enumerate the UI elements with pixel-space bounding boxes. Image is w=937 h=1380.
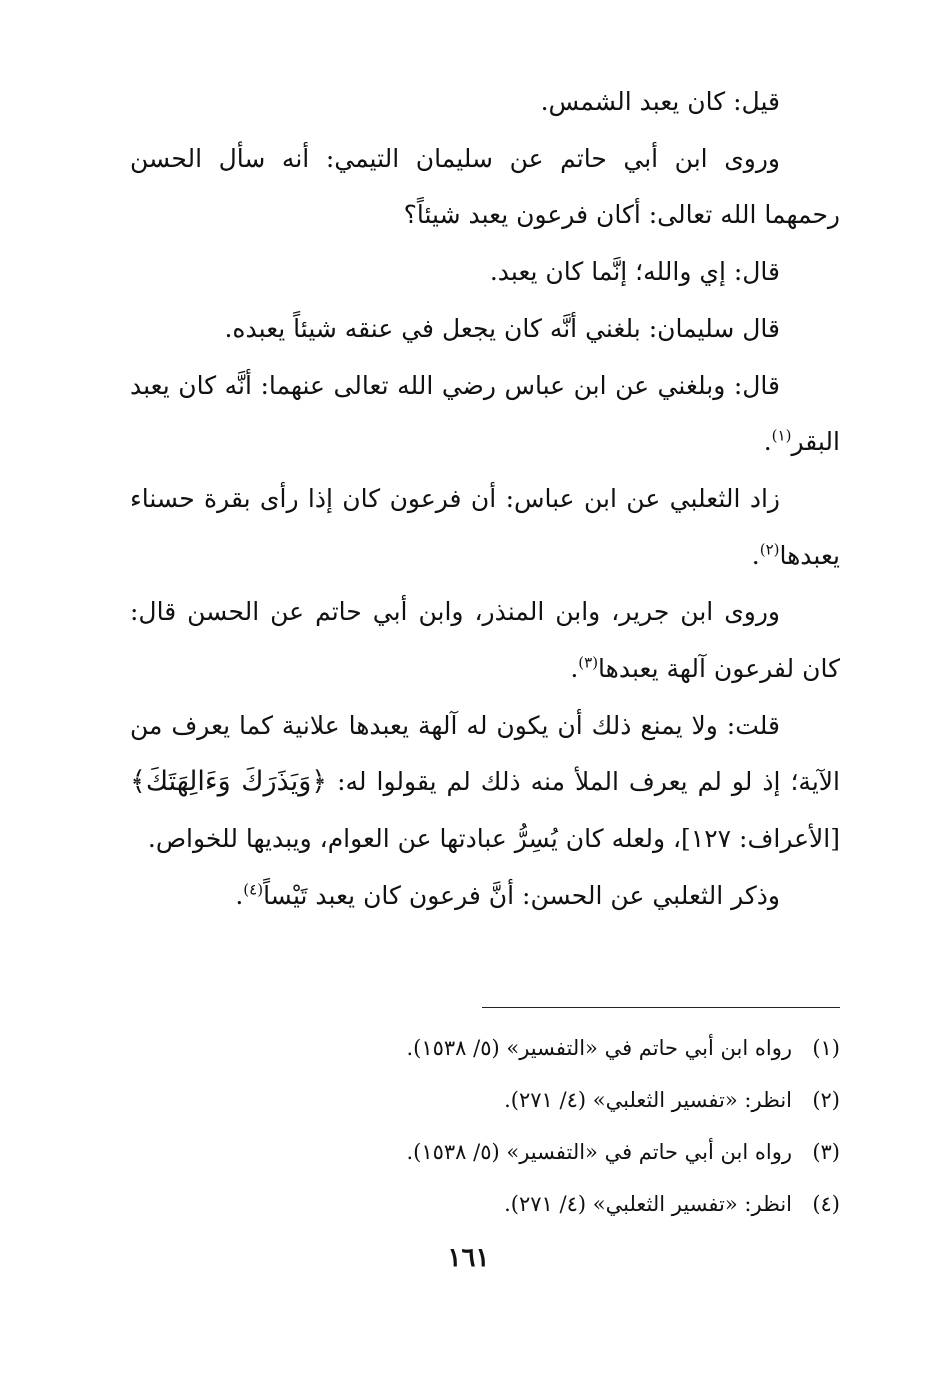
footnote-item — [130, 1126, 840, 1178]
paragraph-text: وروى ابن أبي حاتم عن سليمان التيمي: أنه سأل الحسن رحمهما الله تعالى: أكان فرعون يعبد شيئاً؟ — [130, 143, 840, 230]
punctuation: . — [570, 654, 579, 684]
paragraph — [130, 131, 840, 244]
footnote-ref[interactable]: (٣) — [578, 653, 599, 672]
paragraph-text: قال: إي والله؛ إنَّما كان يعبد. — [489, 257, 780, 287]
main-text — [130, 74, 840, 925]
footnote-item — [130, 1178, 840, 1230]
footnote-ref[interactable]: (١) — [771, 426, 792, 445]
paragraph — [130, 698, 840, 868]
footnote-text: رواه ابن أبي حاتم في «التفسير» (٥/ ١٥٣٨). — [406, 1036, 792, 1060]
paragraph-text: قال: وبلغني عن ابن عباس رضي الله تعالى عنهما: أنَّه كان يعبد البقر — [130, 370, 840, 457]
footnote-item — [130, 1074, 840, 1126]
footnote-text: انظر: «تفسير الثعلبي» (٤/ ٢٧١). — [504, 1192, 792, 1216]
punctuation: . — [763, 427, 772, 457]
footnote-number: (١) — [812, 1036, 840, 1060]
footnote-number: (٢) — [812, 1088, 840, 1112]
paragraph-text: وذكر الثعلبي عن الحسن: أنَّ فرعون كان يعبد تَيْساً — [263, 880, 780, 910]
footnote-number: (٣) — [812, 1140, 840, 1164]
footnotes — [130, 1022, 840, 1230]
paragraph-text: قلت: ولا يمنع ذلك أن يكون له آلهة يعبدها علانية كما يعرف من الآية؛ إذ لو لم يعرف الملأ منه ذلك لم يقولوا له: — [130, 710, 840, 797]
page-number: ١٦١ — [447, 1243, 490, 1273]
paragraph-text: قال سليمان: بلغني أنَّه كان يجعل في عنقه شيئاً يعبده. — [224, 313, 780, 343]
footnote-text: انظر: «تفسير الثعلبي» (٤/ ٢٧١). — [504, 1088, 792, 1112]
footnote-ref[interactable]: (٤) — [243, 880, 264, 899]
paragraph — [130, 868, 840, 925]
footnote-text: رواه ابن أبي حاتم في «التفسير» (٥/ ١٥٣٨). — [406, 1140, 792, 1164]
paragraph — [130, 584, 840, 697]
footnote-separator — [482, 1007, 840, 1008]
footnote-number: (٤) — [812, 1192, 840, 1216]
paragraph-text: زاد الثعلبي عن ابن عباس: أن فرعون كان إذا رأى بقرة حسناء يعبدها — [130, 483, 840, 570]
paragraph — [130, 244, 840, 301]
quran-quote: ﴿وَيَذَرَكَ وَءَالِهَتَكَ﴾ — [130, 766, 328, 798]
footnote-item — [130, 1022, 840, 1074]
paragraph-text: قيل: كان يعبد الشمس. — [540, 87, 780, 116]
punctuation: . — [751, 540, 760, 570]
paragraph — [130, 301, 840, 358]
footnote-ref[interactable]: (٢) — [759, 540, 780, 559]
paragraph — [130, 358, 840, 471]
paragraph — [130, 471, 840, 584]
paragraph — [130, 74, 840, 131]
punctuation: . — [235, 880, 244, 910]
paragraph-text: وروى ابن جرير، وابن المنذر، وابن أبي حاتم عن الحسن قال: كان لفرعون آلهة يعبدها — [130, 597, 840, 684]
paragraph-text: [الأعراف: ١٢٧]، ولعله كان يُسِرُّ عبادتها عن العوام، ويبديها للخواص. — [147, 824, 840, 854]
